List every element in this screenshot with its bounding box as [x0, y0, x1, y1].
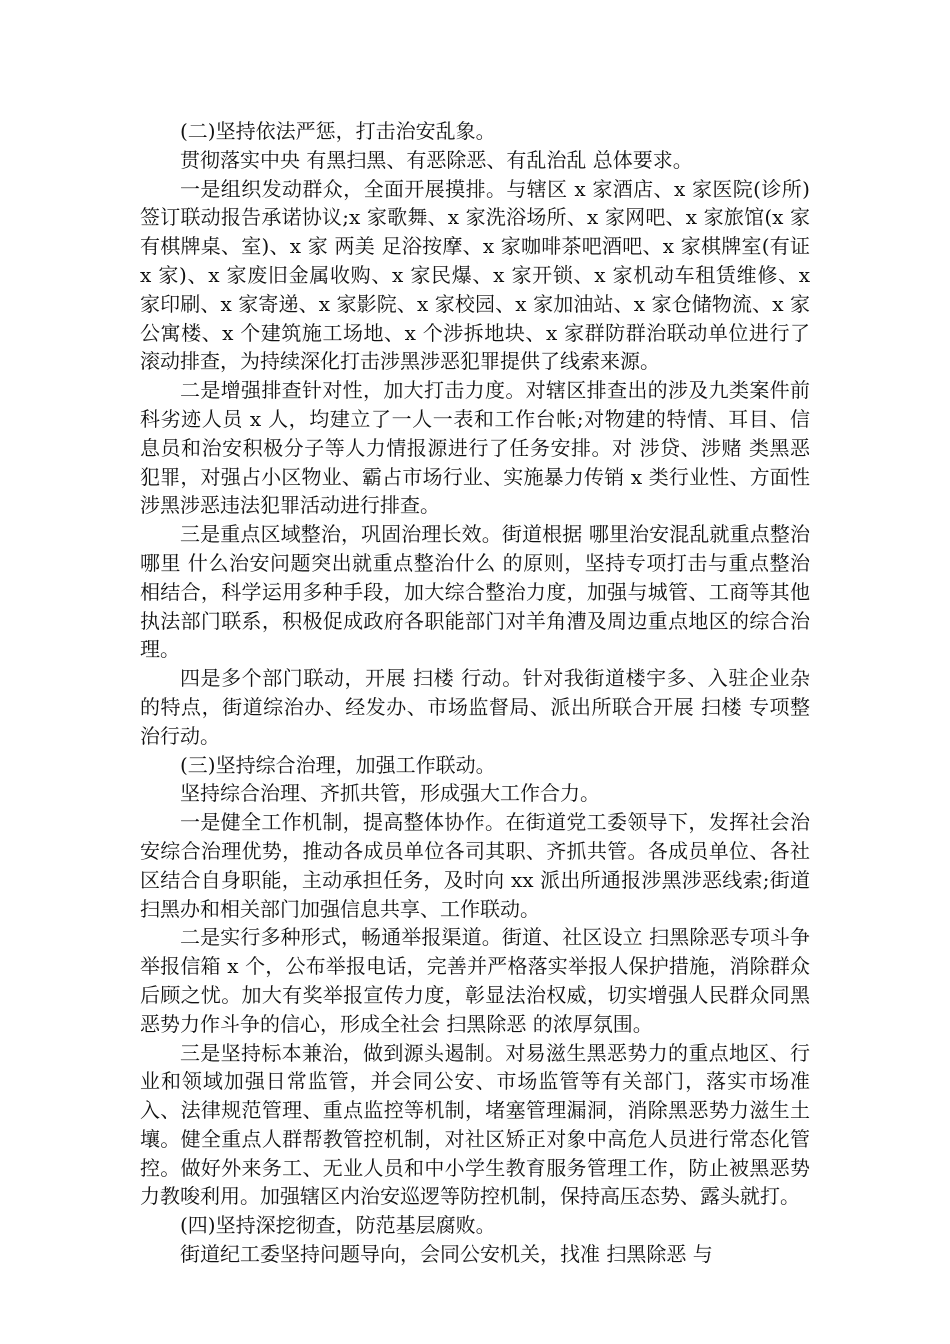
paragraph: 四是多个部门联动，开展 扫楼 行动。针对我街道楼宇多、入驻企业杂的特点，街道综治办、经发办、市场监督局、派出所联合开展 扫楼 专项整治行动。: [140, 666, 810, 748]
paragraph: 一是健全工作机制，提高整体协作。在街道党工委领导下，发挥社会治安综合治理优势，推动各成员单位各司其职、齐抓共管。各成员单位、各社区结合自身职能，主动承担任务，及时向 xx 派出所通报涉黑涉恶线索;街道扫黑办和相关部门加强信息共享、工作联动。: [140, 810, 810, 921]
section-heading-2: (二)坚持依法严惩，打击治安乱象。: [180, 119, 496, 143]
paragraph: 二是增强排查针对性，加大打击力度。对辖区排查出的涉及九类案件前科劣迹人员 x 人，均建立了一人一表和工作台帐;对物建的特情、耳目、信息员和治安积极分子等人力情报源进行了任务安排。对 涉贷、涉赌 类黑恶犯罪，对强占小区物业、霸占市场行业、实施暴力传销 x 类行业性、方面性涉黑涉恶违法犯罪活动进行排查。: [140, 378, 810, 518]
paragraph: 街道纪工委坚持问题导向，会同公安机关，找准 扫黑除恶 与: [180, 1242, 713, 1267]
paragraph: 贯彻落实中央 有黑扫黑、有恶除恶、有乱治乱 总体要求。: [180, 147, 693, 172]
paragraph: 三是重点区域整治，巩固治理长效。街道根据 哪里治安混乱就重点整治哪里 什么治安问题突出就重点整治什么 的原则，坚持专项打击与重点整治相结合，科学运用多种手段，加大综合整治力度，加强与城管、工商等其他执法部门联系，积极促成政府各职能部门对羊角漕及周边重点地区的综合治理。: [140, 522, 810, 662]
paragraph: 三是坚持标本兼治，做到源头遏制。对易滋生黑恶势力的重点地区、行业和领域加强日常监管，并会同公安、市场监管等有关部门，落实市场准入、法律规范管理、重点监控等机制，堵塞管理漏洞，消除黑恶势力滋生土壤。健全重点人群帮教管控机制，对社区矫正对象中高危人员进行常态化管控。做好外来务工、无业人员和中小学生教育服务管理工作，防止被黑恶势力教唆利用。加强辖区内治安巡逻等防控机制，保持高压态势、露头就打。: [140, 1040, 810, 1209]
section-heading-3: (三)坚持综合治理，加强工作联动。: [180, 752, 496, 777]
document-body: [140, 117, 810, 1269]
section-heading-4: (四)坚持深挖彻查，防范基层腐败。: [180, 1213, 496, 1238]
paragraph: 二是实行多种形式，畅通举报渠道。街道、社区设立 扫黑除恶专项斗争举报信箱 x 个，公布举报电话，完善并严格落实举报人保护措施，消除群众后顾之忧。加大有奖举报宣传力度，彰显法治权威，切实增强人民群众同黑恶势力作斗争的信心，形成全社会 扫黑除恶 的浓厚氛围。: [140, 925, 810, 1036]
paragraph: 一是组织发动群众，全面开展摸排。与辖区 x 家酒店、x 家医院(诊所)签订联动报告承诺协议;x 家歌舞、x 家洗浴场所、x 家网吧、x 家旅馆(x 家有棋牌桌、室)、x 家 两美 足浴按摩、x 家咖啡茶吧酒吧、x 家棋牌室(有证 x 家)、x 家废旧金属收购、x 家民爆、x 家开锁、x 家机动车租赁维修、x 家印刷、x 家寄递、x 家影院、x 家校园、x 家加油站、x 家仓储物流、x 家公寓楼、x 个建筑施工场地、x 个涉拆地块、x 家群防群治联动单位进行了滚动排查，为持续深化打击涉黑涉恶犯罪提供了线索来源。: [140, 176, 810, 374]
paragraph: 坚持综合治理、齐抓共管，形成强大工作合力。: [180, 781, 600, 806]
